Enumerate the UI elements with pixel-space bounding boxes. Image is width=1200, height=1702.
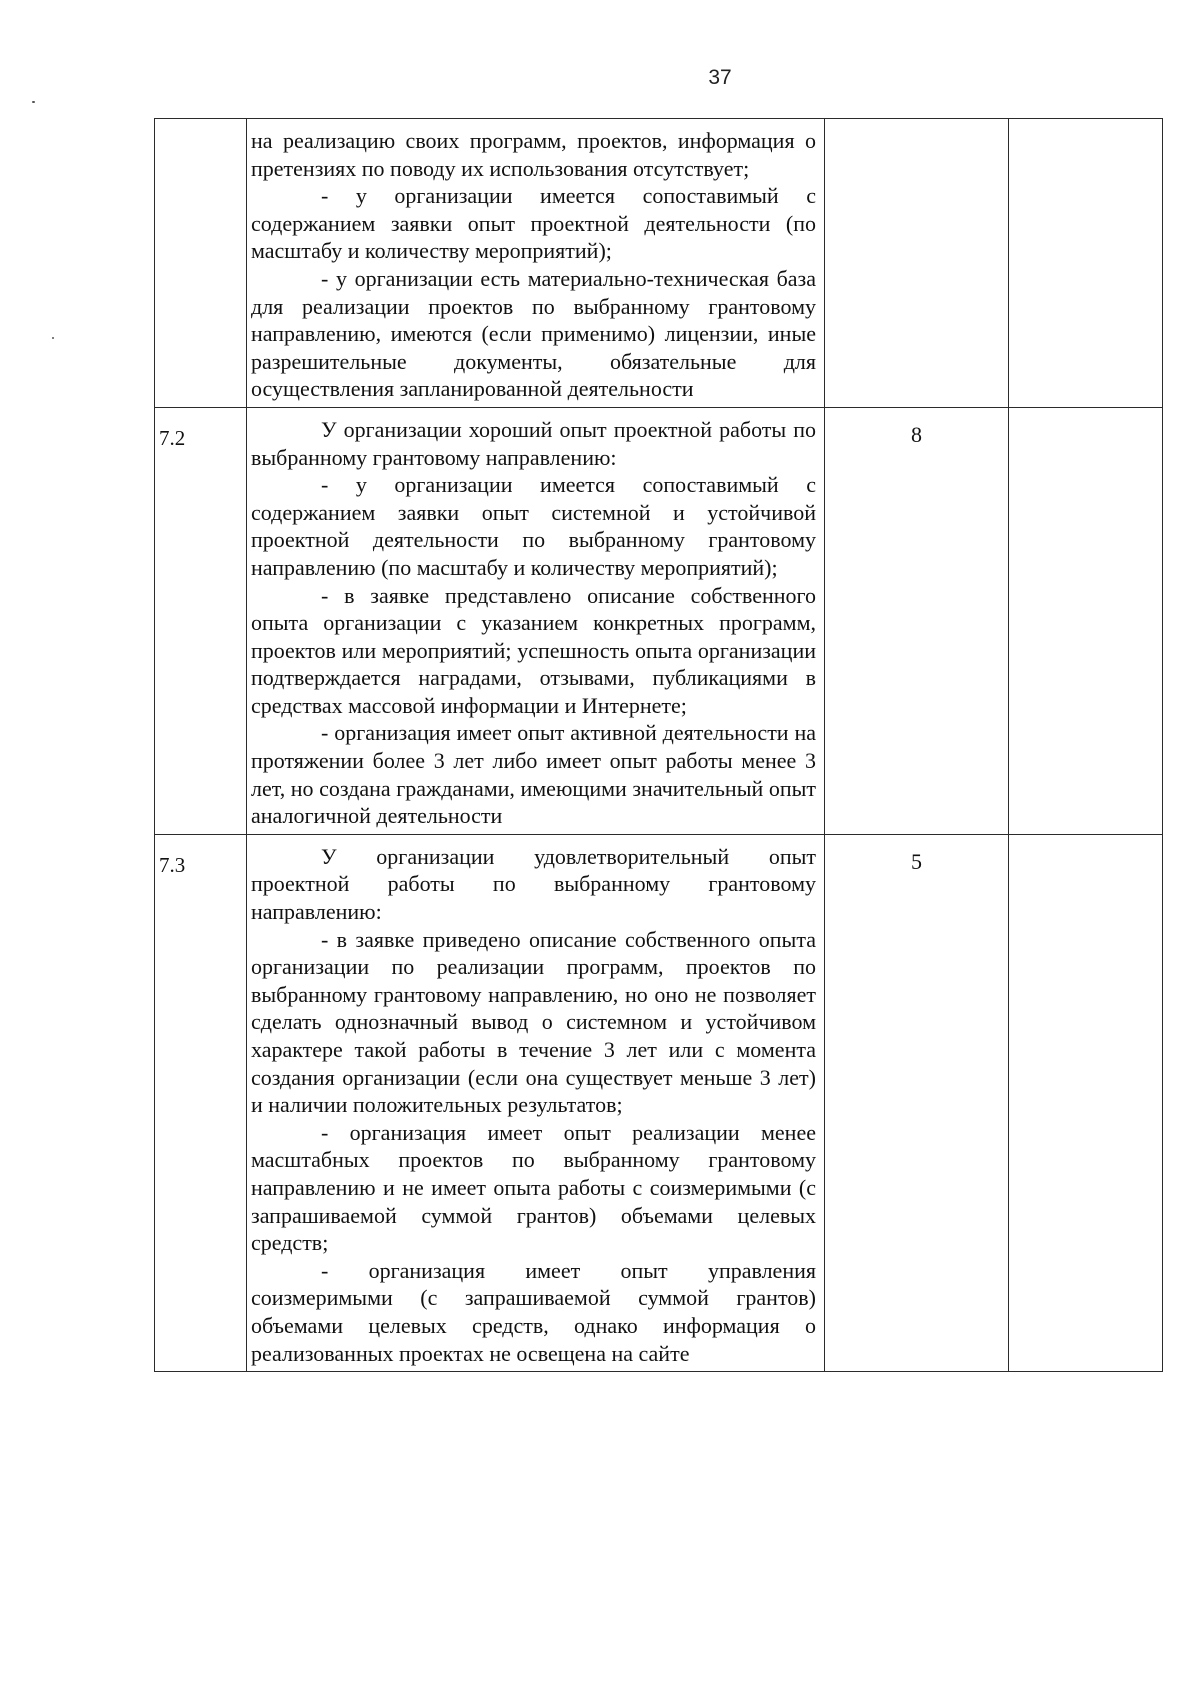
criterion-number-cell: 7.3 (155, 834, 247, 1371)
page-number: 37 (708, 66, 732, 89)
criterion-paragraph: - организация имеет опыт управления соизмеримыми (с запрашиваемой суммой грантов) объемами целевых средств, однако информация о реализованных проектах не освещена на сайте (251, 1257, 816, 1366)
criterion-score-cell: 5 (825, 834, 1009, 1371)
criterion-paragraph: У организации удовлетворительный опыт проектной работы по выбранному грантовому направлению: (251, 843, 816, 925)
criterion-paragraph: У организации хороший опыт проектной работы по выбранному грантовому направлению: (251, 416, 816, 470)
criterion-score-cell: 8 (825, 407, 1009, 834)
criterion-paragraph: - в заявке приведено описание собственного опыта организации по реализации программ, проектов по выбранному грантовому направлению, но оно не позволяет сделать однозначный вывод о системном и устойчивом характере такой работы в течение 3 лет или с момента создания организации (если она существует меньше 3 лет) и наличии положительных результатов; (251, 926, 816, 1118)
criterion-description-cell (247, 407, 825, 834)
scan-speck (32, 101, 35, 103)
table-row (155, 834, 1163, 1371)
table-row (155, 407, 1163, 834)
criterion-number-cell: 7.2 (155, 407, 247, 834)
criterion-extra-cell (1009, 834, 1163, 1371)
criterion-number-cell (155, 119, 247, 408)
scan-speck (52, 337, 54, 339)
criterion-paragraph: - организация имеет опыт активной деятельности на протяжении более 3 лет либо имеет опыт работы менее 3 лет, но создана гражданами, имеющими значительный опыт аналогичной деятельности (251, 720, 816, 829)
criterion-paragraph: - в заявке представлено описание собственного опыта организации с указанием конкретных программ, проектов или мероприятий; успешность опыта организации подтверждается наградами, отзывами, публикациями в средствах массовой информации и Интернете; (251, 582, 816, 718)
criterion-description-cell (247, 834, 825, 1371)
criterion-paragraph: - у организации есть материально-техническая база для реализации проектов по выбранному грантовому направлению, имеются (если применимо) лицензии, иные разрешительные документы, обязательные для осуществления запланированной деятельности (251, 265, 816, 402)
criterion-paragraph: - у организации имеется сопоставимый с содержанием заявки опыт проектной деятельности (по масштабу и количеству мероприятий); (251, 183, 816, 264)
criterion-extra-cell (1009, 407, 1163, 834)
table-row (155, 119, 1163, 408)
criterion-paragraph: - у организации имеется сопоставимый с содержанием заявки опыт системной и устойчивой проектной деятельности по выбранному грантовому направлению (по масштабу и количеству мероприятий); (251, 472, 816, 580)
criterion-score-cell (825, 119, 1009, 408)
criterion-description-cell (247, 119, 825, 408)
criterion-paragraph: - организация имеет опыт реализации менее масштабных проектов по выбранному грантовому направлению и не имеет опыта работы с соизмеримыми (с запрашиваемой суммой грантов) объемами целевых средств; (251, 1119, 816, 1256)
criterion-extra-cell (1009, 119, 1163, 408)
criteria-table (154, 118, 1163, 1372)
criterion-paragraph: на реализацию своих программ, проектов, информация о претензиях по поводу их использования отсутствует; (251, 128, 816, 181)
